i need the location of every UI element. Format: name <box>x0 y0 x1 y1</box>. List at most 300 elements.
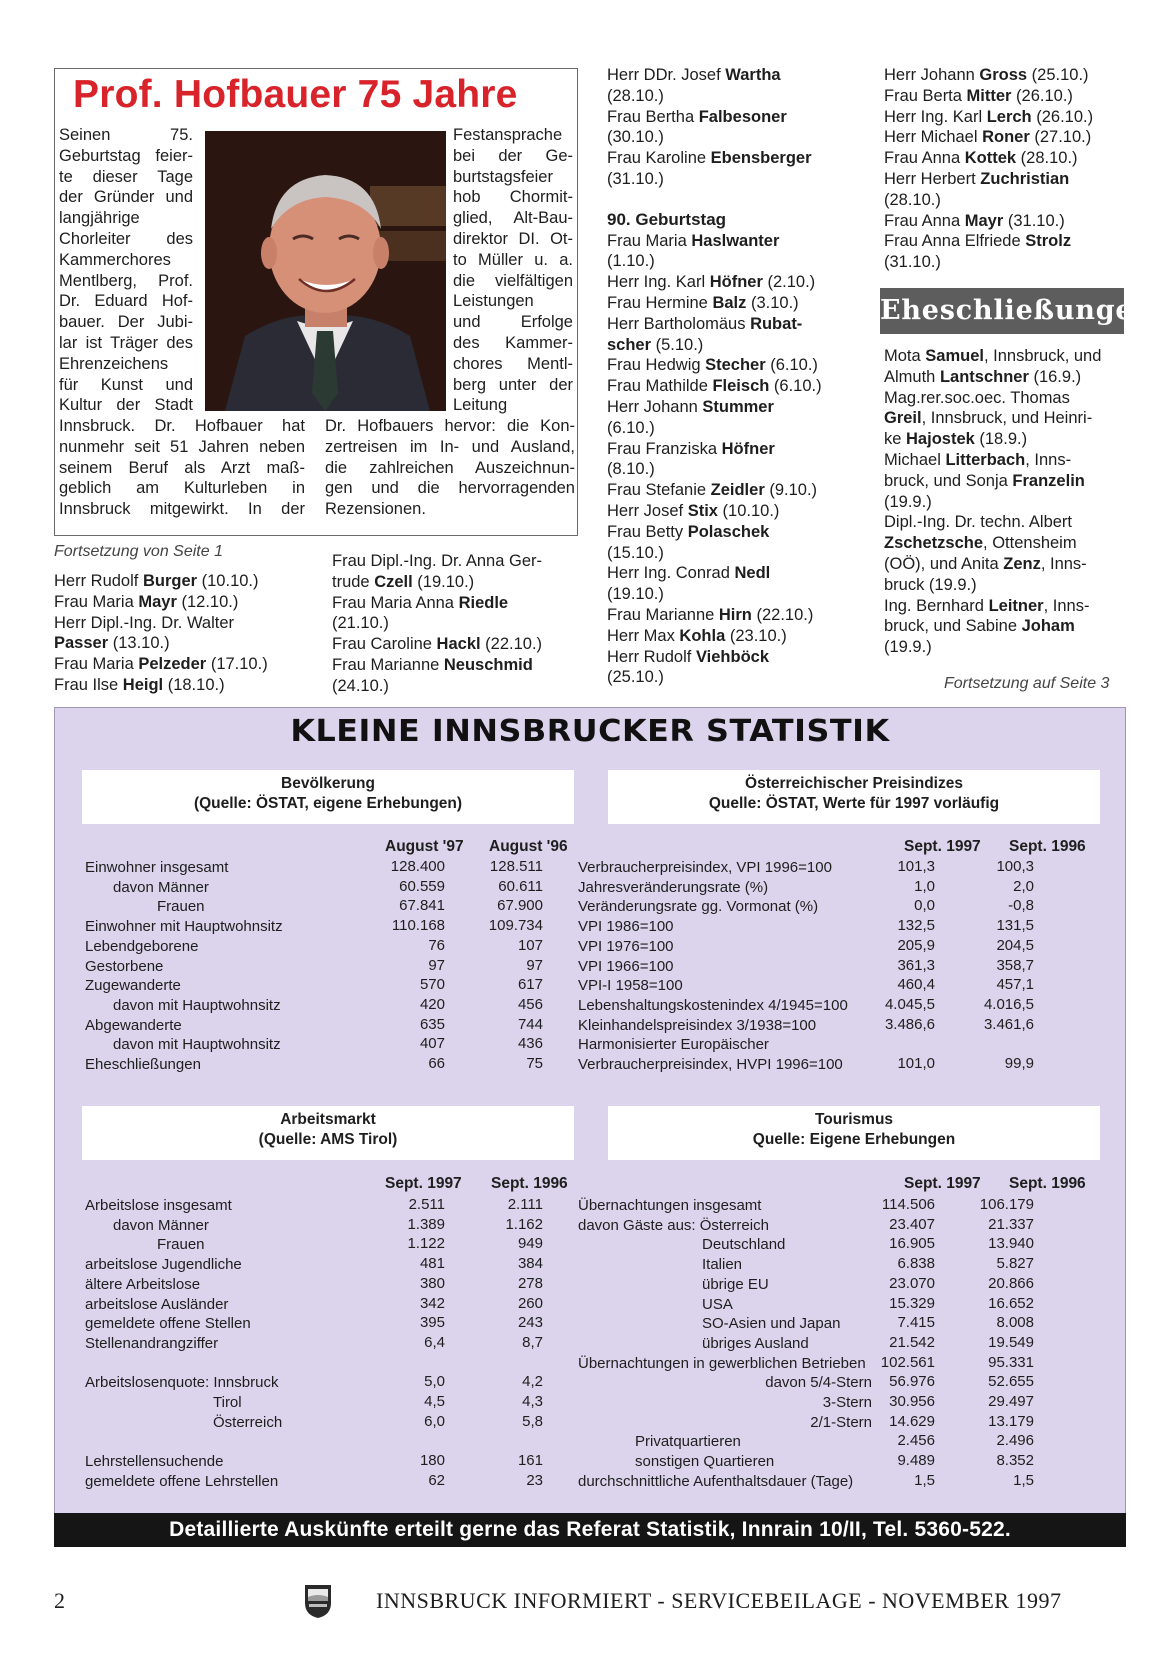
entry-prefix: trude <box>332 572 375 591</box>
entry-prefix: Herr Ing. Karl <box>884 107 987 126</box>
tourism-col-header-2: Sept. 1996 <box>1009 1175 1086 1192</box>
name-entry <box>884 492 1134 513</box>
feature-text-line: des Kammer- <box>453 333 573 352</box>
entry-suffix: (27.10.) <box>1029 128 1092 147</box>
stat-row-label: VPI 1986=100 <box>578 918 674 936</box>
feature-text-line: Kammerchores <box>59 250 171 269</box>
entry-suffix: (22.10.) <box>480 635 543 654</box>
name-entry <box>884 533 1134 554</box>
entry-suffix: (10.10.) <box>197 572 259 590</box>
entry-prefix: (19.9.) <box>884 638 932 657</box>
stat-value-previous: 457,1 <box>996 976 1034 994</box>
name-entry <box>884 148 1134 169</box>
stat-row-label: Verbraucherpreisindex, HVPI 1996=100 <box>578 1056 843 1073</box>
stat-row-label: davon Männer <box>113 878 209 896</box>
name-entry <box>332 551 582 572</box>
stat-value-previous: -0,8 <box>1008 897 1034 915</box>
feature-text-line: Festansprache <box>453 126 563 144</box>
stat-value-current: 205,9 <box>897 936 935 954</box>
entry-name: Viehböck <box>695 647 770 666</box>
stat-value-previous: 13.179 <box>988 1412 1034 1430</box>
feature-text-line: und Erfolge <box>453 313 573 332</box>
entry-name: Falbesoner <box>698 107 787 126</box>
labour-box-title: Arbeitsmarkt <box>280 1111 376 1128</box>
population-box-title: Bevölkerung <box>281 775 375 792</box>
prices-box-title: Österreichischer Preisindizes <box>745 775 963 792</box>
portrait-photo <box>205 131 446 411</box>
stat-value-current: 67.841 <box>399 897 445 915</box>
name-entry <box>607 127 857 148</box>
entry-name: Lerch <box>986 107 1032 126</box>
prices-col-header-2: Sept. 1996 <box>1009 838 1086 855</box>
entry-name: Balz <box>712 293 747 312</box>
feature-text-line: Mentlberg, Prof. <box>59 271 193 290</box>
entry-name: Zschetzsche <box>884 534 984 553</box>
prices-header-box <box>608 770 1100 824</box>
entry-prefix: Dipl.-Ing. Dr. techn. Albert <box>884 513 1073 532</box>
entry-suffix: , Inns- <box>1025 450 1072 469</box>
entry-prefix: Herr Ing. Conrad <box>607 564 735 583</box>
entry-prefix: (1.10.) <box>607 252 655 271</box>
entry-suffix: (17.10.) <box>206 655 268 674</box>
tourism-box-title: Tourismus <box>814 1111 894 1128</box>
name-entry <box>607 522 857 543</box>
stat-value-current: 395 <box>419 1314 445 1332</box>
entry-name: Ebensberger <box>710 149 812 168</box>
name-entry <box>607 231 857 252</box>
stat-value-current: 60.559 <box>399 877 445 895</box>
stat-value-previous: 106.179 <box>979 1196 1034 1213</box>
continued-on-note: Fortsetzung auf Seite 3 <box>944 675 1110 692</box>
name-entry <box>54 571 304 592</box>
entry-name: Kohla <box>679 626 726 645</box>
entry-prefix: Frau Hedwig <box>607 356 706 375</box>
name-entry <box>884 169 1134 190</box>
stat-row-label: Gestorbene <box>85 957 164 975</box>
name-entry <box>607 355 857 376</box>
stat-row-label: Veränderungsrate gg. Vormonat (%) <box>578 898 819 916</box>
name-entry <box>607 314 857 335</box>
stat-row-label: Frauen <box>157 898 205 916</box>
feature-text-line: zertreisen im In- und Ausland, <box>325 437 575 456</box>
entry-prefix: Frau Stefanie <box>607 481 711 500</box>
stat-row-label: Verbraucherpreisindex, VPI 1996=100 <box>578 859 832 876</box>
stat-value-previous: 744 <box>517 1015 543 1033</box>
entry-name: Stummer <box>702 397 774 416</box>
entry-prefix: Herr Josef <box>607 501 688 520</box>
stat-value-current: 635 <box>419 1015 445 1033</box>
entry-name: Mitter <box>966 86 1012 105</box>
entry-prefix: (21.10.) <box>332 614 389 633</box>
stat-value-current: 380 <box>419 1274 445 1292</box>
stat-row-label: Arbeitslose insgesamt <box>85 1197 232 1214</box>
name-entry <box>884 127 1134 148</box>
entry-name: scher <box>607 335 652 354</box>
feature-text-line: glied, Alt-Bau- <box>453 209 573 228</box>
entry-prefix: Frau Maria <box>54 655 139 674</box>
entry-name: Roner <box>982 128 1030 147</box>
feature-text-line: Chorleiter des <box>59 229 193 248</box>
feature-text-line: seinem Beruf als Arzt maß- <box>59 458 305 477</box>
entry-name: Mayr <box>138 592 177 611</box>
stat-row-label: Lehrstellensuchende <box>85 1453 224 1471</box>
stat-value-previous: 109.734 <box>488 917 543 935</box>
entry-name: Höfner <box>721 439 775 458</box>
stat-value-current: 570 <box>419 976 445 994</box>
stat-value-current: 56.976 <box>889 1373 935 1391</box>
marriage-list <box>884 346 1134 658</box>
birthday-list-col1 <box>54 571 304 696</box>
name-entry <box>607 148 857 169</box>
stat-row-label: VPI-I 1958=100 <box>578 977 683 995</box>
stat-row-label: SO-Asien und Japan <box>702 1315 841 1333</box>
name-entry <box>607 251 857 272</box>
entry-prefix: Michael <box>884 450 946 469</box>
stat-value-previous: 436 <box>517 1035 543 1053</box>
name-entry <box>607 397 857 418</box>
entry-name: Samuel <box>925 347 984 365</box>
entry-name: Höfner <box>709 273 763 292</box>
stat-value-previous: 278 <box>517 1274 543 1292</box>
entry-name: Franzelin <box>1012 471 1085 490</box>
feature-text-line: to Müller u. a. <box>453 250 573 269</box>
stat-row-label: Zugewanderte <box>85 977 181 995</box>
feature-text-bottom-right <box>325 416 575 520</box>
population-col-header-2: August '96 <box>489 838 568 855</box>
stat-row-label: übrige EU <box>702 1275 769 1293</box>
stat-value-previous: 128.511 <box>489 858 543 875</box>
feature-text-line: bei der Ge- <box>453 146 573 165</box>
stat-row-label: VPI 1966=100 <box>578 957 674 975</box>
entry-name: Stix <box>687 501 718 520</box>
name-entry <box>884 408 1134 429</box>
entry-prefix: Herr Dipl.-Ing. Dr. Walter <box>54 613 235 632</box>
feature-text-line: Ehrenzeichens <box>59 354 169 373</box>
entry-prefix: Frau Franziska <box>607 439 722 458</box>
name-entry <box>884 346 1134 367</box>
entry-name: Stecher <box>705 356 766 375</box>
stat-value-previous: 4,3 <box>522 1393 543 1410</box>
entry-name: Strolz <box>1025 232 1072 251</box>
stat-value-current: 2.511 <box>408 1196 445 1213</box>
stat-value-previous: 2,0 <box>1013 877 1034 895</box>
stat-row-label: gemeldete offene Stellen <box>85 1315 251 1333</box>
entry-suffix: (26.10.) <box>1031 107 1094 126</box>
stat-value-previous: 97 <box>526 956 543 974</box>
name-entry <box>607 501 857 522</box>
name-entry <box>607 605 857 626</box>
stat-value-current: 1.122 <box>407 1235 445 1253</box>
stat-value-current: 5,0 <box>424 1373 445 1391</box>
entry-prefix: (25.10.) <box>607 668 664 687</box>
name-entry <box>54 654 304 675</box>
stat-row-label: 2/1-Stern <box>810 1413 872 1431</box>
name-entry <box>884 575 1134 596</box>
entry-name: Litterbach <box>945 450 1026 469</box>
entry-prefix: Almuth <box>884 367 940 386</box>
stat-row-label: Deutschland <box>702 1236 786 1254</box>
city-crest-icon <box>303 1583 333 1619</box>
name-entry <box>607 563 857 584</box>
entry-suffix: (3.10.) <box>746 293 799 312</box>
stat-value-current: 30.956 <box>889 1393 935 1410</box>
stat-value-current: 7.415 <box>897 1314 935 1332</box>
entry-name: Czell <box>374 572 413 591</box>
entry-suffix: , Innsbruck, und <box>983 347 1102 365</box>
name-entry <box>607 272 857 293</box>
publication-footer: INNSBRUCK INFORMIERT - SERVICEBEILAGE - NOVEMBER 1997 <box>376 1588 1062 1613</box>
stat-value-current: 102.561 <box>880 1353 935 1371</box>
stat-row-label: Übernachtungen in gewerblichen Betrieben <box>578 1354 866 1372</box>
name-entry <box>884 616 1134 637</box>
entry-prefix: Mag.rer.soc.oec. Thomas <box>884 388 1070 407</box>
name-entry <box>884 554 1134 575</box>
name-entry <box>884 596 1134 617</box>
entry-name: Pelzeder <box>138 655 207 674</box>
entry-prefix: Frau Caroline <box>332 635 437 654</box>
entry-name: Lantschner <box>939 367 1029 386</box>
name-entry <box>332 676 582 697</box>
entry-name: Heigl <box>122 675 164 694</box>
entry-prefix: Frau Berta <box>884 86 967 105</box>
feature-text-line: Dr. Hofbauers hervor: die Kon- <box>325 417 575 435</box>
stat-value-previous: 243 <box>517 1314 543 1332</box>
entry-prefix: Frau Dipl.-Ing. Dr. Anna Ger- <box>332 552 542 570</box>
feature-text-line: Kultur der Stadt <box>59 396 193 415</box>
stat-row-label: USA <box>702 1295 733 1313</box>
stat-row-label: Kleinhandelspreisindex 3/1938=100 <box>578 1016 817 1034</box>
entry-prefix: (30.10.) <box>607 128 664 147</box>
stat-value-previous: 617 <box>517 976 543 994</box>
stat-value-previous: 5,8 <box>522 1412 543 1430</box>
stat-value-previous: 2.111 <box>507 1196 543 1213</box>
entry-prefix: Ing. Bernhard <box>884 596 989 615</box>
stat-value-current: 23.070 <box>889 1274 935 1292</box>
birthday-list-col3-top <box>607 65 857 190</box>
stat-value-previous: 8.008 <box>996 1314 1034 1332</box>
stat-value-current: 16.905 <box>889 1235 935 1253</box>
stat-row-label: Eheschließungen <box>85 1056 201 1073</box>
entry-prefix: Frau Ilse <box>54 675 123 694</box>
feature-text-line: burtstagsfeier <box>453 167 553 186</box>
stat-row-label: Übernachtungen insgesamt <box>578 1197 762 1214</box>
entry-prefix: Frau Hermine <box>607 293 713 312</box>
name-entry <box>332 613 582 634</box>
statistics-panel <box>54 707 1126 1547</box>
feature-text-line: berg unter der <box>453 375 573 394</box>
entry-name: Nedl <box>734 564 771 583</box>
entry-prefix: (28.10.) <box>884 190 941 209</box>
stat-value-previous: 131,5 <box>996 917 1034 935</box>
feature-text-line: Leitung <box>453 396 508 415</box>
name-entry <box>607 376 857 397</box>
entry-prefix: bruck, und Sabine <box>884 617 1022 636</box>
name-entry <box>884 252 1134 273</box>
entry-name: Hajostek <box>906 430 975 449</box>
name-entry <box>884 429 1134 450</box>
entry-name: Zenz <box>1003 554 1041 573</box>
stat-value-current: 21.542 <box>889 1333 935 1351</box>
name-entry <box>332 572 582 593</box>
stat-value-current: 110.168 <box>391 917 445 935</box>
entry-suffix: (10.10.) <box>717 501 780 520</box>
stat-value-current: 180 <box>419 1452 445 1470</box>
entry-prefix: Frau Maria <box>54 592 139 611</box>
stat-row-label: Lebenshaltungskostenindex 4/1945=100 <box>578 996 848 1014</box>
feature-text-line: die vielfältigen <box>453 271 573 290</box>
name-entry <box>607 65 857 86</box>
entry-suffix: , Ottensheim <box>983 534 1077 553</box>
stat-value-current: 15.329 <box>889 1294 935 1312</box>
birthday-list-col3 <box>607 65 857 688</box>
entry-name: Neuschmid <box>443 655 533 674</box>
stat-row-label: Frauen <box>157 1236 205 1254</box>
entry-suffix: (31.10.) <box>1003 211 1065 230</box>
name-entry <box>332 593 582 614</box>
feature-text-right <box>453 125 573 416</box>
name-entry <box>884 211 1134 232</box>
stat-value-current: 132,5 <box>897 917 935 935</box>
feature-text-line: der Gründer und <box>59 188 193 207</box>
entry-name: Zeidler <box>710 481 765 500</box>
name-entry <box>607 626 857 647</box>
name-entry <box>54 633 304 654</box>
stat-value-current: 9.489 <box>897 1452 935 1470</box>
stat-row-label: durchschnittliche Aufenthaltsdauer (Tage) <box>578 1472 854 1490</box>
entry-prefix: bruck, und Sonja <box>884 471 1013 490</box>
stat-value-previous: 8.352 <box>996 1452 1034 1470</box>
feature-text-line: Rezensionen. <box>325 500 426 519</box>
stat-row-label: VPI 1976=100 <box>578 937 674 955</box>
entry-prefix: (8.10.) <box>607 460 655 479</box>
stat-value-previous: 19.549 <box>988 1333 1034 1351</box>
tourism-header-box <box>608 1106 1100 1160</box>
stat-value-current: 2.456 <box>897 1432 935 1450</box>
feature-text-line: chores Mentl- <box>453 354 573 373</box>
stat-row-label: gemeldete offene Lehrstellen <box>85 1472 279 1490</box>
stat-value-previous: 2.496 <box>996 1432 1034 1450</box>
stat-value-current: 101,3 <box>897 858 935 875</box>
name-entry <box>607 459 857 480</box>
entry-prefix: Frau Karoline <box>607 149 711 168</box>
stat-value-current: 3.486,6 <box>884 1015 935 1033</box>
name-entry <box>332 634 582 655</box>
entry-suffix: (19.10.) <box>412 572 475 591</box>
stat-value-previous: 100,3 <box>996 858 1034 875</box>
entry-name: Riedle <box>458 593 509 612</box>
name-entry <box>607 107 857 128</box>
stat-row-label: Einwohner mit Hauptwohnsitz <box>85 918 283 936</box>
name-entry <box>884 107 1134 128</box>
stat-value-current: 101,0 <box>897 1055 935 1072</box>
population-header-box <box>82 770 574 824</box>
entry-prefix: Frau Anna Elfriede <box>884 232 1026 251</box>
stat-value-current: 4.045,5 <box>884 995 935 1013</box>
entry-prefix: (19.10.) <box>607 585 664 604</box>
stat-value-current: 23.407 <box>889 1215 935 1233</box>
feature-text-line: Innsbruck. Dr. Hofbauer hat <box>59 417 305 435</box>
stat-row-label: Tirol <box>213 1394 242 1411</box>
stat-value-previous: 13.940 <box>988 1235 1034 1253</box>
birthday-list-90 <box>607 231 857 689</box>
labour-header-box <box>82 1106 574 1160</box>
tourism-box-source: Quelle: Eigene Erhebungen <box>752 1131 956 1148</box>
stat-value-current: 97 <box>428 956 445 974</box>
name-entry <box>884 65 1134 86</box>
entry-prefix: (6.10.) <box>607 418 655 437</box>
stat-value-previous: 23 <box>526 1471 543 1489</box>
stat-value-current: 6,0 <box>424 1412 445 1430</box>
entry-name: Mayr <box>964 211 1004 230</box>
entry-suffix: (25.10.) <box>1027 66 1089 84</box>
name-entry <box>884 86 1134 107</box>
stat-value-current: 62 <box>428 1471 445 1489</box>
entry-prefix: (15.10.) <box>607 543 664 562</box>
name-entry <box>884 367 1134 388</box>
entry-suffix: (18.9.) <box>974 430 1028 449</box>
labour-box-source: (Quelle: AMS Tirol) <box>258 1131 398 1148</box>
entry-prefix: bruck (19.9.) <box>884 575 977 594</box>
entry-suffix: (9.10.) <box>764 481 818 500</box>
entry-prefix: Herr Bartholomäus <box>607 314 751 333</box>
feature-text-line: bauer. Der Jubi- <box>59 313 193 332</box>
feature-text-line: die zahlreichen Auszeichnun- <box>325 458 575 477</box>
stat-value-current: 0,0 <box>914 897 935 915</box>
stat-value-current: 407 <box>419 1035 445 1053</box>
name-entry <box>884 637 1134 658</box>
entry-prefix: Frau Betty <box>607 522 688 541</box>
labour-col-header-1: Sept. 1997 <box>385 1175 462 1192</box>
name-entry <box>607 667 857 688</box>
entry-name: Hirn <box>718 605 752 624</box>
stat-value-previous: 99,9 <box>1004 1055 1034 1072</box>
stat-row-label: Harmonisierter Europäischer <box>578 1036 769 1054</box>
entry-suffix: , Inns- <box>1040 554 1087 573</box>
feature-text-line: hob Chormit- <box>453 188 573 207</box>
stat-value-previous: 5.827 <box>996 1255 1034 1273</box>
labour-col-header-2: Sept. 1996 <box>491 1175 568 1192</box>
entry-prefix: Herr Ing. Karl <box>607 273 710 292</box>
feature-text-line: Innsbruck mitgewirkt. In der <box>59 500 305 519</box>
feature-headline: Prof. Hofbauer 75 Jahre <box>73 73 518 116</box>
stat-row-label: Arbeitslosenquote: Innsbruck <box>85 1374 279 1392</box>
name-entry <box>607 293 857 314</box>
stat-value-previous: 29.497 <box>988 1393 1034 1410</box>
stat-value-current: 361,3 <box>897 956 935 974</box>
entry-prefix: Herr Max <box>607 626 680 645</box>
marriages-banner: Eheschließungen <box>880 288 1124 334</box>
entry-prefix: Frau Anna <box>884 211 965 230</box>
entry-prefix: Frau Marianne <box>332 655 444 674</box>
stat-row-label: sonstigen Quartieren <box>635 1453 775 1471</box>
entry-prefix: Herr Michael <box>884 128 983 147</box>
entry-suffix: (28.10.) <box>1016 149 1078 168</box>
stat-value-previous: 4.016,5 <box>983 995 1034 1013</box>
entry-name: Fleisch <box>712 377 770 396</box>
stat-value-previous: 20.866 <box>988 1274 1034 1292</box>
stat-row-label: davon mit Hauptwohnsitz <box>113 1036 281 1054</box>
name-entry <box>884 471 1134 492</box>
entry-suffix: (6.10.) <box>765 356 818 375</box>
stat-value-previous: 16.652 <box>988 1294 1034 1312</box>
entry-name: Passer <box>54 634 109 653</box>
stat-row-label: Lebendgeborene <box>85 937 199 955</box>
entry-name: Joham <box>1021 617 1075 636</box>
prices-box-source: Quelle: ÖSTAT, Werte für 1997 vorläufig <box>708 795 1000 812</box>
stat-row-label: davon mit Hauptwohnsitz <box>113 996 281 1014</box>
stat-value-previous: 67.900 <box>497 897 543 915</box>
stat-value-previous: 75 <box>526 1055 543 1072</box>
